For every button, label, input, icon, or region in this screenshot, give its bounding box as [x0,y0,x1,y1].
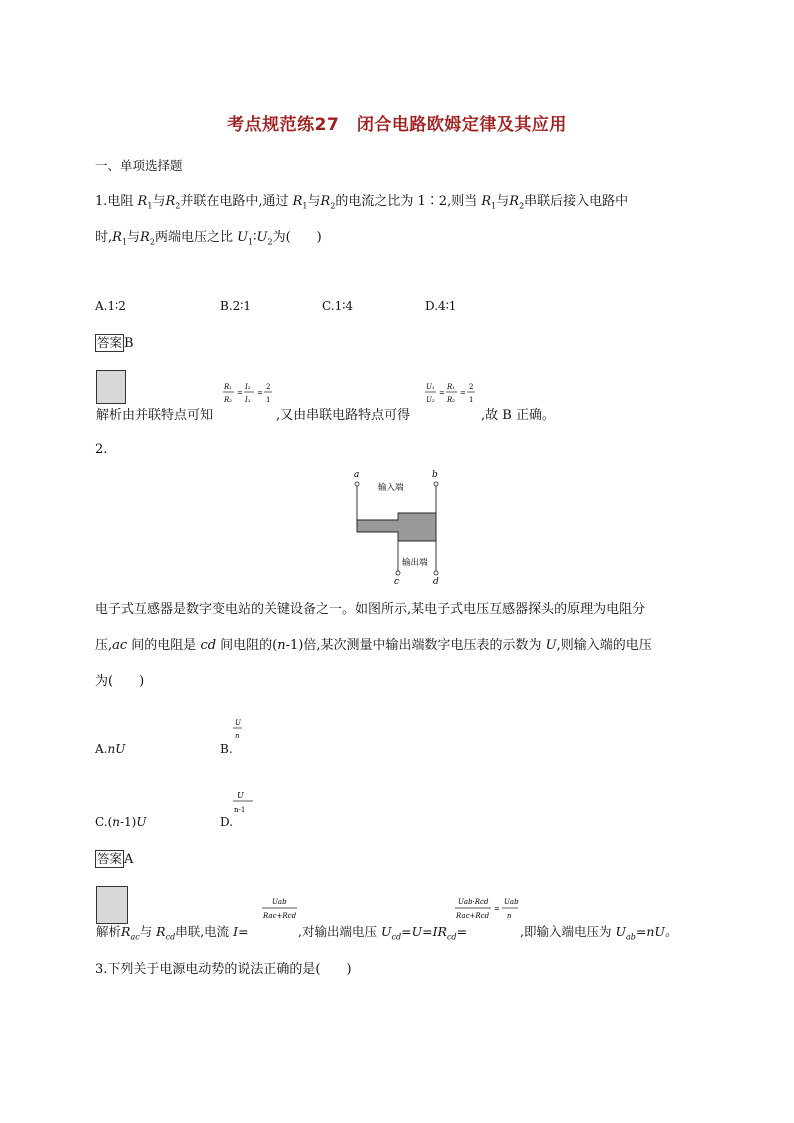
q2-option-c: C.(n-1)U [95,815,147,829]
q1-explain: 解析由并联特点可知 [96,408,214,423]
svg-text:n: n [235,732,240,740]
q2-number: 2. [95,442,108,457]
svg-text:=: = [460,389,466,397]
section-heading: 一、单项选择题 [95,158,183,173]
q2-option-a: A.nU [95,742,126,756]
svg-text:U₁: U₁ [426,383,435,391]
label-d: d [433,577,439,586]
svg-text:U: U [237,791,244,800]
q2-explain-mid: ,对输出端电压 $U_{cd}=U=IR_{cd}=$ [298,924,468,942]
svg-text:=: = [494,905,500,913]
svg-text:Rac+Rcd: Rac+Rcd [456,912,490,920]
answer-value: B [124,336,134,351]
svg-text:Uab: Uab [504,898,519,906]
output-label: 输出端 [402,558,428,568]
q2-circuit-diagram [348,468,444,586]
q2-option-d: D. [220,815,234,829]
q1-line2: 时$,R_1$与$R_2$两端电压之比 $U_1∶U_2$为( ) [95,230,322,247]
q2-option-b-fraction [231,716,245,742]
q1-fraction-1 [222,380,278,410]
svg-text:=: = [237,389,243,397]
svg-text:R₂: R₂ [224,396,233,404]
svg-text:I₂: I₂ [245,383,251,391]
q2-explain: 解析$R_{ac}$与 $R_{cd}$串联,电流 I= [96,924,249,942]
svg-text:2: 2 [469,383,474,391]
svg-text:Uab: Uab [272,898,287,906]
q1-fraction-2 [424,380,480,410]
q1-line1: 1.电阻 $R_1$与$R_2$并联在电路中,通过 $R_1$与$R_2$的电流之比为 1∶2,则当 $R_1$与$R_2$串联后接入电路中 [95,194,629,211]
answer-value: A [124,852,134,867]
svg-text:2: 2 [266,383,271,391]
q2-option-b: B. [220,742,233,756]
svg-text:R₂: R₂ [447,396,456,404]
q2-explain-end: ,即输入端电压为 $U_{ab}=nU$。 [520,924,678,942]
q2-explain-fraction-1 [261,894,299,924]
explain-highlight [96,370,126,404]
q1-explain-end: ,故 B 正确。 [481,408,555,423]
label-a: a [354,470,360,480]
q1-answer [95,334,134,352]
svg-text:=: = [257,389,263,397]
q1-explain-mid: ,又由串联电路特点可得 [276,408,411,423]
label-c: c [394,577,400,586]
svg-text:Rac+Rcd: Rac+Rcd [263,912,297,920]
answer-label: 答案 [97,335,123,350]
q3-text: 3.下列关于电源电动势的说法正确的是( ) [95,962,352,977]
q2-answer [95,850,133,868]
svg-text:=: = [439,389,445,397]
q2-line3: 为( ) [95,674,145,689]
svg-text:n-1: n-1 [234,806,246,814]
label-b: b [432,470,438,480]
q2-explain-fraction-2 [454,894,520,924]
explain-highlight [96,886,128,924]
input-label: 输入端 [378,483,404,493]
q2-line2: 压,ac 间的电阻是 cd 间电阻的(n-1)倍,某次测量中输出端数字电压表的示数为 U,则输入端的电压 [95,638,652,653]
q1-option-d: D.4∶1 [425,299,457,313]
svg-text:1: 1 [469,396,474,404]
svg-text:U₂: U₂ [426,396,435,404]
svg-text:R₁: R₁ [224,383,233,391]
svg-text:n: n [507,912,512,920]
svg-text:R₁: R₁ [447,383,456,391]
q2-line1: 电子式互感器是数字变电站的关键设备之一。如图所示,某电子式电压互感器探头的原理为电阻分 [95,602,646,617]
answer-label: 答案 [97,851,123,866]
page-title: 考点规范练27 闭合电路欧姆定律及其应用 [227,115,567,135]
svg-text:U: U [235,719,241,727]
q1-option-b: B.2∶1 [220,299,252,313]
q2-option-d-fraction [231,788,257,816]
svg-text:Uab·Rcd: Uab·Rcd [458,898,489,906]
svg-text:I₁: I₁ [245,396,251,404]
svg-text:1: 1 [266,396,271,404]
q1-option-a: A.1∶2 [95,299,126,313]
q1-option-c: C.1∶4 [322,299,353,313]
